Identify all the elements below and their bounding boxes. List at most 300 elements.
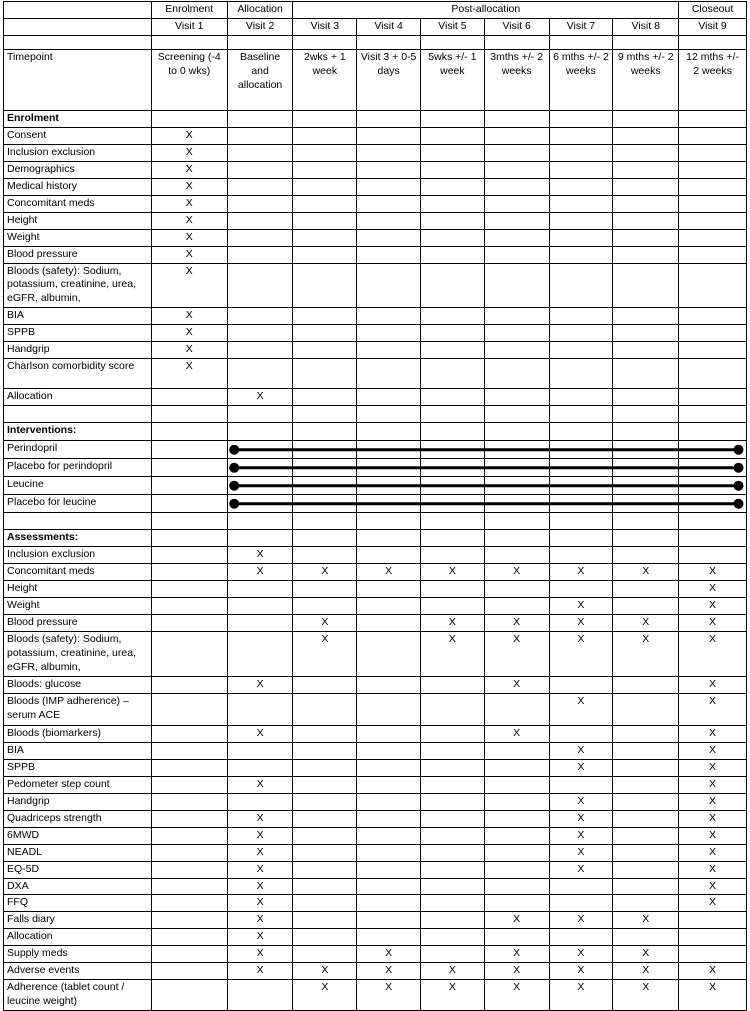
empty-cell: [421, 246, 485, 263]
empty-cell: [613, 144, 679, 161]
empty-cell: [484, 246, 549, 263]
mark-cell: X: [151, 178, 227, 195]
empty-cell: [484, 693, 549, 725]
mark-cell: X: [679, 598, 747, 615]
intervention-span-cell: [357, 477, 421, 495]
empty-cell: [357, 263, 421, 308]
visit-header: Visit 5: [421, 18, 485, 35]
empty-cell: [549, 895, 613, 912]
activity-label: Adverse events: [4, 963, 152, 980]
empty-cell: [484, 742, 549, 759]
empty-cell: [679, 929, 747, 946]
empty-cell: [357, 878, 421, 895]
empty-cell: [549, 878, 613, 895]
mark-cell: X: [679, 725, 747, 742]
empty-cell: [421, 342, 485, 359]
mark-cell: X: [679, 776, 747, 793]
empty-cell: [293, 178, 357, 195]
empty-cell: [421, 178, 485, 195]
empty-cell: [357, 844, 421, 861]
activity-row: [4, 963, 747, 980]
intervention-span-cell: [421, 459, 485, 477]
empty-cell: [679, 212, 747, 229]
empty-cell: [293, 144, 357, 161]
phase-header: Allocation: [227, 2, 293, 19]
mark-cell: X: [679, 631, 747, 676]
activity-label: Weight: [4, 229, 152, 246]
activity-row: [4, 564, 747, 581]
empty-cell: [357, 929, 421, 946]
empty-cell: [293, 861, 357, 878]
empty-cell: [227, 598, 293, 615]
empty-cell: [679, 178, 747, 195]
empty-cell: [421, 308, 485, 325]
empty-cell: [227, 144, 293, 161]
empty-cell: [484, 212, 549, 229]
empty-cell: [227, 980, 293, 1011]
intervention-span-cell: [227, 495, 293, 513]
activity-row: [4, 342, 747, 359]
empty-cell: [357, 581, 421, 598]
empty-cell: [484, 144, 549, 161]
empty-cell: [151, 912, 227, 929]
mark-cell: X: [679, 564, 747, 581]
empty-cell: [357, 161, 421, 178]
empty-cell: [613, 861, 679, 878]
mark-cell: X: [357, 946, 421, 963]
empty-cell: [679, 423, 747, 441]
intervention-span-cell: [549, 477, 613, 495]
empty-cell: [613, 359, 679, 389]
empty-cell: [484, 406, 549, 423]
empty-cell: [421, 776, 485, 793]
empty-cell: [357, 861, 421, 878]
empty-cell: [151, 530, 227, 547]
empty-cell: [484, 263, 549, 308]
empty-cell: [679, 110, 747, 127]
empty-cell: [679, 161, 747, 178]
empty-cell: [293, 229, 357, 246]
empty-cell: [421, 547, 485, 564]
empty-cell: [4, 513, 152, 530]
empty-cell: [421, 759, 485, 776]
empty-cell: [613, 389, 679, 406]
mark-cell: X: [227, 389, 293, 406]
mark-cell: X: [613, 980, 679, 1011]
empty-cell: [151, 759, 227, 776]
empty-cell: [421, 161, 485, 178]
empty-cell: [357, 35, 421, 49]
mark-cell: X: [549, 963, 613, 980]
mark-cell: X: [549, 861, 613, 878]
empty-cell: [484, 229, 549, 246]
empty-cell: [151, 406, 227, 423]
empty-cell: [549, 929, 613, 946]
empty-cell: [549, 212, 613, 229]
mark-cell: X: [679, 759, 747, 776]
empty-cell: [151, 861, 227, 878]
timepoint-cell: 3mths +/- 2 weeks: [484, 49, 549, 110]
activity-label: Blood pressure: [4, 615, 152, 632]
empty-cell: [613, 844, 679, 861]
empty-cell: [549, 389, 613, 406]
activity-row: [4, 912, 747, 929]
empty-cell: [421, 929, 485, 946]
activity-label: Bloods: glucose: [4, 676, 152, 693]
empty-cell: [484, 929, 549, 946]
mark-cell: X: [484, 676, 549, 693]
empty-cell: [421, 725, 485, 742]
empty-cell: [421, 35, 485, 49]
empty-cell: [357, 598, 421, 615]
mark-cell: X: [227, 946, 293, 963]
mark-cell: X: [549, 598, 613, 615]
empty-cell: [549, 263, 613, 308]
empty-cell: [484, 581, 549, 598]
empty-cell: [679, 127, 747, 144]
mark-cell: X: [151, 144, 227, 161]
empty-cell: [293, 776, 357, 793]
empty-cell: [357, 631, 421, 676]
empty-cell: [484, 598, 549, 615]
activity-label: Height: [4, 212, 152, 229]
intervention-span-cell: [613, 441, 679, 459]
empty-cell: [151, 725, 227, 742]
mark-cell: X: [227, 844, 293, 861]
empty-cell: [357, 212, 421, 229]
mark-cell: X: [293, 980, 357, 1011]
visit-header: Visit 2: [227, 18, 293, 35]
mark-cell: X: [227, 827, 293, 844]
empty-cell: [613, 530, 679, 547]
intervention-span-cell: [484, 441, 549, 459]
mark-cell: X: [484, 631, 549, 676]
phase-header-row: [4, 2, 747, 19]
empty-cell: [151, 598, 227, 615]
empty-cell: [151, 423, 227, 441]
empty-cell: [549, 308, 613, 325]
activity-label: Inclusion exclusion: [4, 144, 152, 161]
empty-cell: [549, 127, 613, 144]
intervention-span-cell: [293, 495, 357, 513]
mark-cell: X: [227, 776, 293, 793]
blank-row: [4, 513, 747, 530]
mark-cell: X: [484, 946, 549, 963]
empty-cell: [293, 946, 357, 963]
empty-cell: [357, 406, 421, 423]
timepoint-row: [4, 49, 747, 110]
empty-cell: [549, 144, 613, 161]
activity-label: DXA: [4, 878, 152, 895]
mark-cell: X: [613, 564, 679, 581]
empty-cell: [357, 793, 421, 810]
empty-cell: [679, 263, 747, 308]
mark-cell: X: [151, 195, 227, 212]
empty-cell: [293, 325, 357, 342]
empty-cell: [293, 423, 357, 441]
empty-cell: [227, 263, 293, 308]
activity-label: Bloods (safety): Sodium, potassium, creatinine, urea, eGFR, albumin,: [4, 263, 152, 308]
empty-cell: [357, 895, 421, 912]
empty-cell: [357, 547, 421, 564]
empty-cell: [293, 598, 357, 615]
mark-cell: X: [421, 564, 485, 581]
empty-cell: [549, 547, 613, 564]
empty-cell: [227, 195, 293, 212]
section-heading: Enrolment: [4, 110, 152, 127]
empty-cell: [357, 827, 421, 844]
empty-cell: [421, 110, 485, 127]
empty-cell: [227, 35, 293, 49]
empty-cell: [357, 810, 421, 827]
mark-cell: X: [549, 564, 613, 581]
empty-cell: [357, 325, 421, 342]
intervention-span-cell: [293, 477, 357, 495]
empty-cell: [484, 895, 549, 912]
intervention-span-cell: [357, 459, 421, 477]
empty-cell: [227, 615, 293, 632]
empty-cell: [293, 127, 357, 144]
mark-cell: X: [293, 615, 357, 632]
empty-cell: [421, 598, 485, 615]
empty-cell: [484, 178, 549, 195]
empty-cell: [227, 423, 293, 441]
empty-cell: [357, 246, 421, 263]
mark-cell: X: [679, 676, 747, 693]
empty-cell: [421, 810, 485, 827]
intervention-span-cell: [613, 459, 679, 477]
intervention-span-cell: [421, 441, 485, 459]
activity-row: [4, 581, 747, 598]
activity-row: [4, 776, 747, 793]
empty-cell: [227, 359, 293, 389]
timepoint-cell: 2wks + 1 week: [293, 49, 357, 110]
empty-cell: [484, 827, 549, 844]
empty-cell: [227, 178, 293, 195]
empty-cell: [484, 35, 549, 49]
activity-row: [4, 178, 747, 195]
empty-cell: [613, 195, 679, 212]
mark-cell: X: [421, 615, 485, 632]
empty-cell: [227, 212, 293, 229]
empty-cell: [357, 676, 421, 693]
empty-cell: [613, 759, 679, 776]
empty-cell: [293, 263, 357, 308]
mark-cell: X: [227, 810, 293, 827]
activity-label: Weight: [4, 598, 152, 615]
activity-label: Demographics: [4, 161, 152, 178]
intervention-span-cell: [679, 477, 747, 495]
empty-cell: [227, 759, 293, 776]
empty-cell: [613, 547, 679, 564]
activity-label: Charlson comorbidity score: [4, 359, 152, 389]
intervention-span-cell: [613, 477, 679, 495]
empty-cell: [613, 929, 679, 946]
activity-row: [4, 547, 747, 564]
empty-cell: [293, 406, 357, 423]
empty-cell: [484, 759, 549, 776]
section-row: [4, 530, 747, 547]
empty-cell: [679, 389, 747, 406]
empty-cell: [613, 308, 679, 325]
empty-cell: [357, 127, 421, 144]
mark-cell: X: [421, 631, 485, 676]
mark-cell: X: [679, 861, 747, 878]
activity-row: [4, 827, 747, 844]
empty-cell: [613, 246, 679, 263]
empty-cell: [484, 793, 549, 810]
empty-cell: [549, 229, 613, 246]
empty-cell: [293, 110, 357, 127]
activity-label: Height: [4, 581, 152, 598]
activity-label: BIA: [4, 742, 152, 759]
empty-cell: [357, 342, 421, 359]
mark-cell: X: [679, 878, 747, 895]
empty-cell: [293, 793, 357, 810]
intervention-span-cell: [549, 441, 613, 459]
empty-cell: [421, 263, 485, 308]
empty-cell: [549, 776, 613, 793]
corner-cell: [4, 2, 152, 19]
empty-cell: [293, 581, 357, 598]
activity-row: [4, 725, 747, 742]
intervention-label: Perindopril: [4, 441, 152, 459]
mark-cell: X: [484, 725, 549, 742]
activity-label: FFQ: [4, 895, 152, 912]
empty-cell: [227, 325, 293, 342]
visit-header: Visit 7: [549, 18, 613, 35]
section-row: [4, 110, 747, 127]
mark-cell: X: [549, 810, 613, 827]
visit-header-row: [4, 18, 747, 35]
empty-cell: [293, 308, 357, 325]
mark-cell: X: [549, 693, 613, 725]
activity-row: [4, 895, 747, 912]
empty-cell: [679, 246, 747, 263]
mark-cell: X: [151, 161, 227, 178]
intervention-span-cell: [679, 495, 747, 513]
mark-cell: X: [549, 742, 613, 759]
activity-row: [4, 325, 747, 342]
empty-cell: [549, 161, 613, 178]
empty-cell: [151, 513, 227, 530]
empty-cell: [421, 212, 485, 229]
empty-cell: [227, 406, 293, 423]
mark-cell: X: [679, 810, 747, 827]
mark-cell: X: [613, 963, 679, 980]
intervention-span-cell: [227, 459, 293, 477]
empty-cell: [357, 110, 421, 127]
empty-cell: [151, 929, 227, 946]
empty-cell: [357, 759, 421, 776]
empty-cell: [549, 581, 613, 598]
empty-cell: [227, 308, 293, 325]
empty-cell: [357, 693, 421, 725]
empty-cell: [227, 581, 293, 598]
intervention-span-cell: [484, 459, 549, 477]
activity-row: [4, 598, 747, 615]
visit-header: Visit 4: [357, 18, 421, 35]
mark-cell: X: [484, 980, 549, 1011]
phase-header: Closeout: [679, 2, 747, 19]
activity-label: Allocation: [4, 929, 152, 946]
mark-cell: X: [549, 844, 613, 861]
intervention-label: Leucine: [4, 477, 152, 495]
empty-cell: [421, 844, 485, 861]
empty-cell: [151, 615, 227, 632]
empty-cell: [549, 725, 613, 742]
empty-cell: [293, 161, 357, 178]
mark-cell: X: [421, 963, 485, 980]
activity-label: Medical history: [4, 178, 152, 195]
intervention-span-cell: [151, 495, 227, 513]
mark-cell: X: [549, 827, 613, 844]
activity-label: Concomitant meds: [4, 564, 152, 581]
mark-cell: X: [227, 861, 293, 878]
empty-cell: [421, 530, 485, 547]
empty-cell: [421, 742, 485, 759]
mark-cell: X: [549, 793, 613, 810]
empty-cell: [357, 423, 421, 441]
empty-cell: [151, 810, 227, 827]
activity-row: [4, 980, 747, 1011]
section-heading: Assessments:: [4, 530, 152, 547]
empty-cell: [679, 35, 747, 49]
intervention-span-cell: [357, 495, 421, 513]
visit-header: Visit 9: [679, 18, 747, 35]
mark-cell: X: [613, 912, 679, 929]
mark-cell: X: [151, 308, 227, 325]
empty-cell: [613, 110, 679, 127]
activity-row: [4, 742, 747, 759]
empty-cell: [227, 793, 293, 810]
intervention-span-cell: [549, 495, 613, 513]
activity-row: [4, 844, 747, 861]
empty-cell: [357, 742, 421, 759]
empty-cell: [227, 110, 293, 127]
activity-row: [4, 878, 747, 895]
empty-cell: [293, 929, 357, 946]
empty-cell: [357, 615, 421, 632]
mark-cell: X: [227, 895, 293, 912]
empty-cell: [357, 229, 421, 246]
empty-cell: [549, 110, 613, 127]
mark-cell: X: [151, 325, 227, 342]
empty-cell: [613, 325, 679, 342]
empty-cell: [613, 895, 679, 912]
empty-cell: [293, 676, 357, 693]
activity-row: [4, 359, 747, 389]
schedule-of-events-table: [3, 1, 747, 1011]
activity-label: Consent: [4, 127, 152, 144]
activity-label: Bloods (safety): Sodium, potassium, creatinine, urea, eGFR, albumin,: [4, 631, 152, 676]
activity-label: Quadriceps strength: [4, 810, 152, 827]
empty-cell: [357, 144, 421, 161]
empty-cell: [227, 513, 293, 530]
empty-cell: [357, 776, 421, 793]
empty-cell: [421, 581, 485, 598]
activity-label: Supply meds: [4, 946, 152, 963]
intervention-span-cell: [293, 459, 357, 477]
empty-cell: [293, 693, 357, 725]
activity-row: [4, 615, 747, 632]
visit-header: Visit 1: [151, 18, 227, 35]
empty-cell: [421, 144, 485, 161]
empty-cell: [293, 827, 357, 844]
empty-cell: [357, 359, 421, 389]
empty-cell: [357, 725, 421, 742]
empty-cell: [421, 912, 485, 929]
